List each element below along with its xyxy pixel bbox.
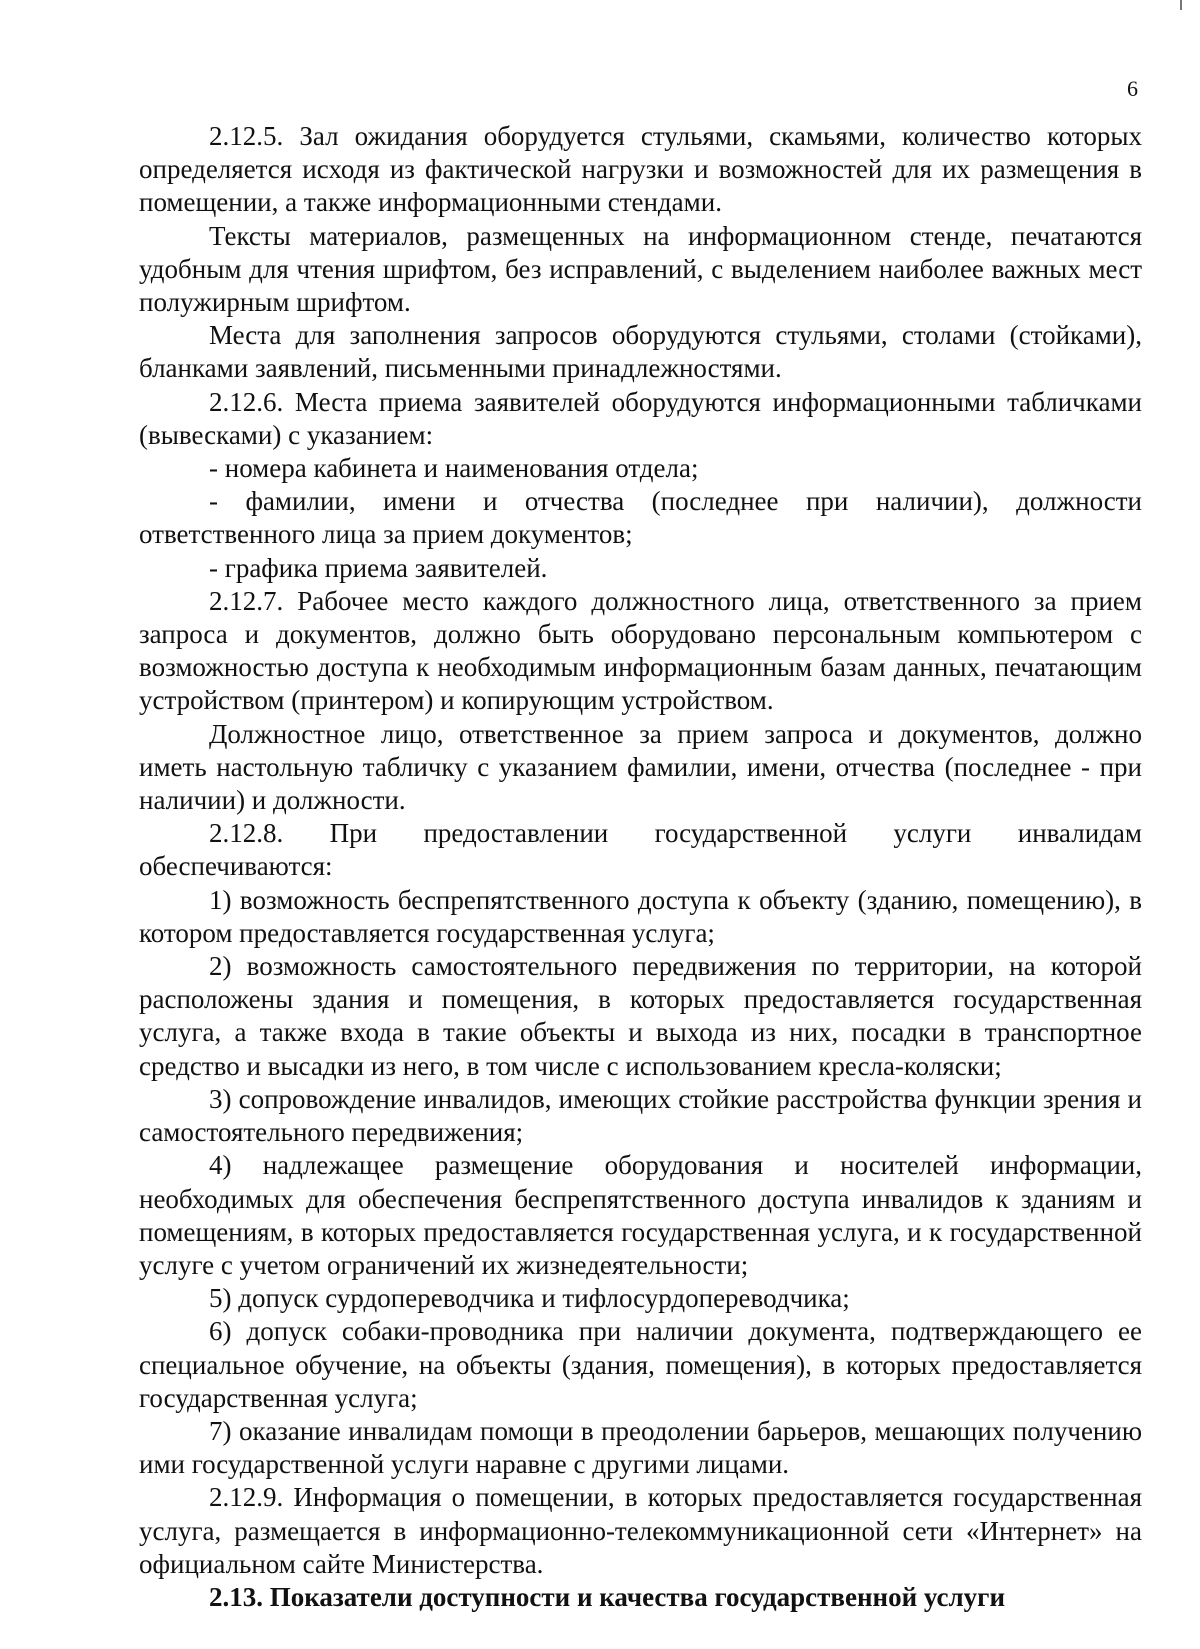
paragraph-2-12-7: 2.12.7. Рабочее место каждого должностного лица, ответственного за прием запроса и документов, должно быть оборудовано персональным компьютером с возможностью доступа к необходимым информационным базам данных, печатающим устройством (принтером) и копирующим устройством. [139,585,1142,716]
list-item-1: 1) возможность беспрепятственного доступа к объекту (зданию, помещению), в котором предоставляется государственная услуга; [139,884,1142,948]
list-item-3: 3) сопровождение инвалидов, имеющих стойкие расстройства функции зрения и самостоятельного передвижения; [139,1083,1142,1148]
section-heading-2-13: 2.13. Показатели доступности и качества государственной услуги [209,1581,1005,1612]
page-number: 6 [1127,76,1138,101]
paragraph-2-12-5: 2.12.5. Зал ожидания оборудуется стульями, скамьями, количество которых определяется исходя из фактической нагрузки и возможностей для их размещения в помещении, а также информационными стендами. [139,121,1142,218]
paragraph-stand-texts: Тексты материалов, размещенных на информационном стенде, печатаются удобным для чтения шрифтом, без исправлений, с выделением наиболее важных мест полужирным шрифтом. [139,220,1142,318]
list-item-responsible-person: - фамилии, имени и отчества (последнее при наличии), должности ответственного лица за прием документов; [139,486,1142,550]
paragraph-2-12-6: 2.12.6. Места приема заявителей оборудуются информационными табличками (вывесками) с указанием: [139,386,1142,450]
document-body [139,120,1142,1614]
scan-edge-mark [1180,0,1182,10]
paragraph-request-places: Места для заполнения запросов оборудуются стульями, столами (стойками), бланками заявлений, письменными принадлежностями. [139,320,1142,384]
list-item-6: 6) допуск собаки-проводника при наличии документа, подтверждающего ее специальное обучение, на объекты (здания, помещения), в которых предоставляется государственная услуга; [139,1316,1142,1413]
list-item-2: 2) возможность самостоятельного передвижения по территории, на которой расположены здания и помещения, в которых предоставляется государственная услуга, а также входа в такие объекты и выхода из них, посадки в транспортное средство и высадки из него, в том числе с использованием кресла-коляски; [139,951,1142,1081]
list-item-7: 7) оказание инвалидам помощи в преодолении барьеров, мешающих получению ими государственной услуги наравне с другими лицами. [139,1415,1142,1480]
list-item-4: 4) надлежащее размещение оборудования и носителей информации, необходимых для обеспечения беспрепятственного доступа инвалидов к зданиям и помещениям, в которых предоставляется государственная услуга, и к государственной услуге с учетом ограничений их жизнедеятельности; [139,1150,1142,1280]
list-item-office-number: - номера кабинета и наименования отдела; [209,453,699,484]
paragraph-nameplate: Должностное лицо, ответственное за прием запроса и документов, должно иметь настольную табличку с указанием фамилии, имени, отчества (последнее - при наличии) и должности. [139,718,1142,816]
paragraph-2-12-9: 2.12.9. Информация о помещении, в которых предоставляется государственная услуга, размещается в информационно-телекоммуникационной сети «Интернет» на официальном сайте Министерства. [139,1482,1142,1579]
list-item-5: 5) допуск сурдопереводчика и тифлосурдопереводчика; [209,1283,850,1314]
paragraph-2-12-8: 2.12.8. При предоставлении государственной услуги инвалидам обеспечиваются: [139,818,1142,882]
list-item-reception-schedule: - графика приема заявителей. [209,552,548,583]
